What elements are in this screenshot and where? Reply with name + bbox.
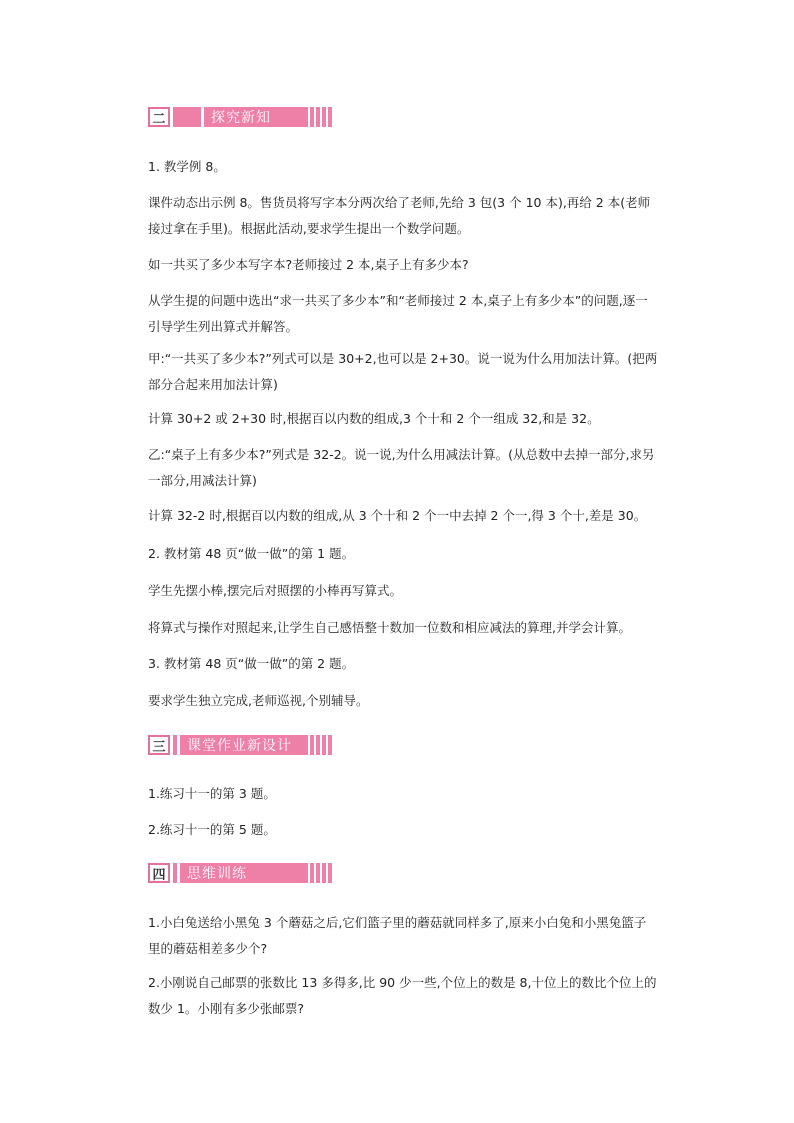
paragraph: 计算 30+2 或 2+30 时,根据百以内数的组成,3 个十和 2 个一组成 32,和是 32。 — [148, 411, 600, 426]
section-title-bar — [173, 863, 334, 883]
paragraph: 如一共买了多少本写字本?老师接过 2 本,桌子上有多少本? — [148, 257, 469, 272]
section-title-bar — [173, 107, 334, 127]
paragraph: 计算 32-2 时,根据百以内数的组成,从 3 个十和 2 个一中去掉 2 个一,得 3 个十,差是 30。 — [148, 508, 647, 523]
paragraph: 课件动态出示例 8。售货员将写字本分两次给了老师,先给 3 包(3 个 10 本),再给 2 本(老师接过拿在手里)。根据此活动,要求学生提出一个数学问题。 — [148, 195, 651, 236]
section-number: 三 — [148, 735, 170, 755]
paragraph: 甲:“一共买了多少本?”列式可以是 30+2,也可以是 2+30。说一说为什么用加法计算。(把两部分合起来用加法计算) — [148, 351, 658, 392]
paragraph: 2.小刚说自己邮票的张数比 13 多得多,比 90 少一些,个位上的数是 8,十位上的数比个位上的数少 1。小刚有多少张邮票? — [148, 975, 657, 1016]
section-header-thinking — [148, 863, 334, 883]
section-header-explore — [148, 107, 334, 127]
paragraph: 1. 教学例 8。 — [148, 159, 226, 174]
paragraph: 从学生提的问题中选出“求一共买了多少本”和“老师接过 2 本,桌子上有多少本”的问题,逐一引导学生列出算式并解答。 — [148, 293, 648, 334]
stripe-decoration — [308, 735, 334, 755]
section-title-bar — [173, 735, 334, 755]
paragraph: 1.小白兔送给小黑兔 3 个蘑菇之后,它们篮子里的蘑菇就同样多了,原来小白兔和小黑兔篮子里的蘑菇相差多少个? — [148, 915, 647, 956]
stripe-decoration — [308, 863, 334, 883]
section-header-homework — [148, 735, 334, 755]
paragraph: 2.练习十一的第 5 题。 — [148, 822, 276, 837]
stripe-decoration — [308, 107, 334, 127]
paragraph: 3. 教材第 48 页“做一做”的第 2 题。 — [148, 656, 355, 671]
section-title: 思维训练 — [187, 866, 247, 882]
paragraph: 学生先摆小棒,摆完后对照摆的小棒再写算式。 — [148, 583, 402, 598]
paragraph: 2. 教材第 48 页“做一做”的第 1 题。 — [148, 546, 355, 561]
section-number: 四 — [148, 863, 170, 883]
section-title: 课堂作业新设计 — [187, 738, 292, 754]
paragraph: 要求学生独立完成,老师巡视,个别辅导。 — [148, 693, 369, 708]
paragraph: 乙:“桌子上有多少本?”列式是 32-2。说一说,为什么用减法计算。(从总数中去掉一部分,求另一部分,用减法计算) — [148, 447, 655, 488]
section-title: 探究新知 — [211, 110, 271, 126]
paragraph: 1.练习十一的第 3 题。 — [148, 786, 276, 801]
paragraph: 将算式与操作对照起来,让学生自己感悟整十数加一位数和相应减法的算理,并学会计算。 — [148, 620, 631, 635]
section-number: 二 — [148, 107, 170, 127]
